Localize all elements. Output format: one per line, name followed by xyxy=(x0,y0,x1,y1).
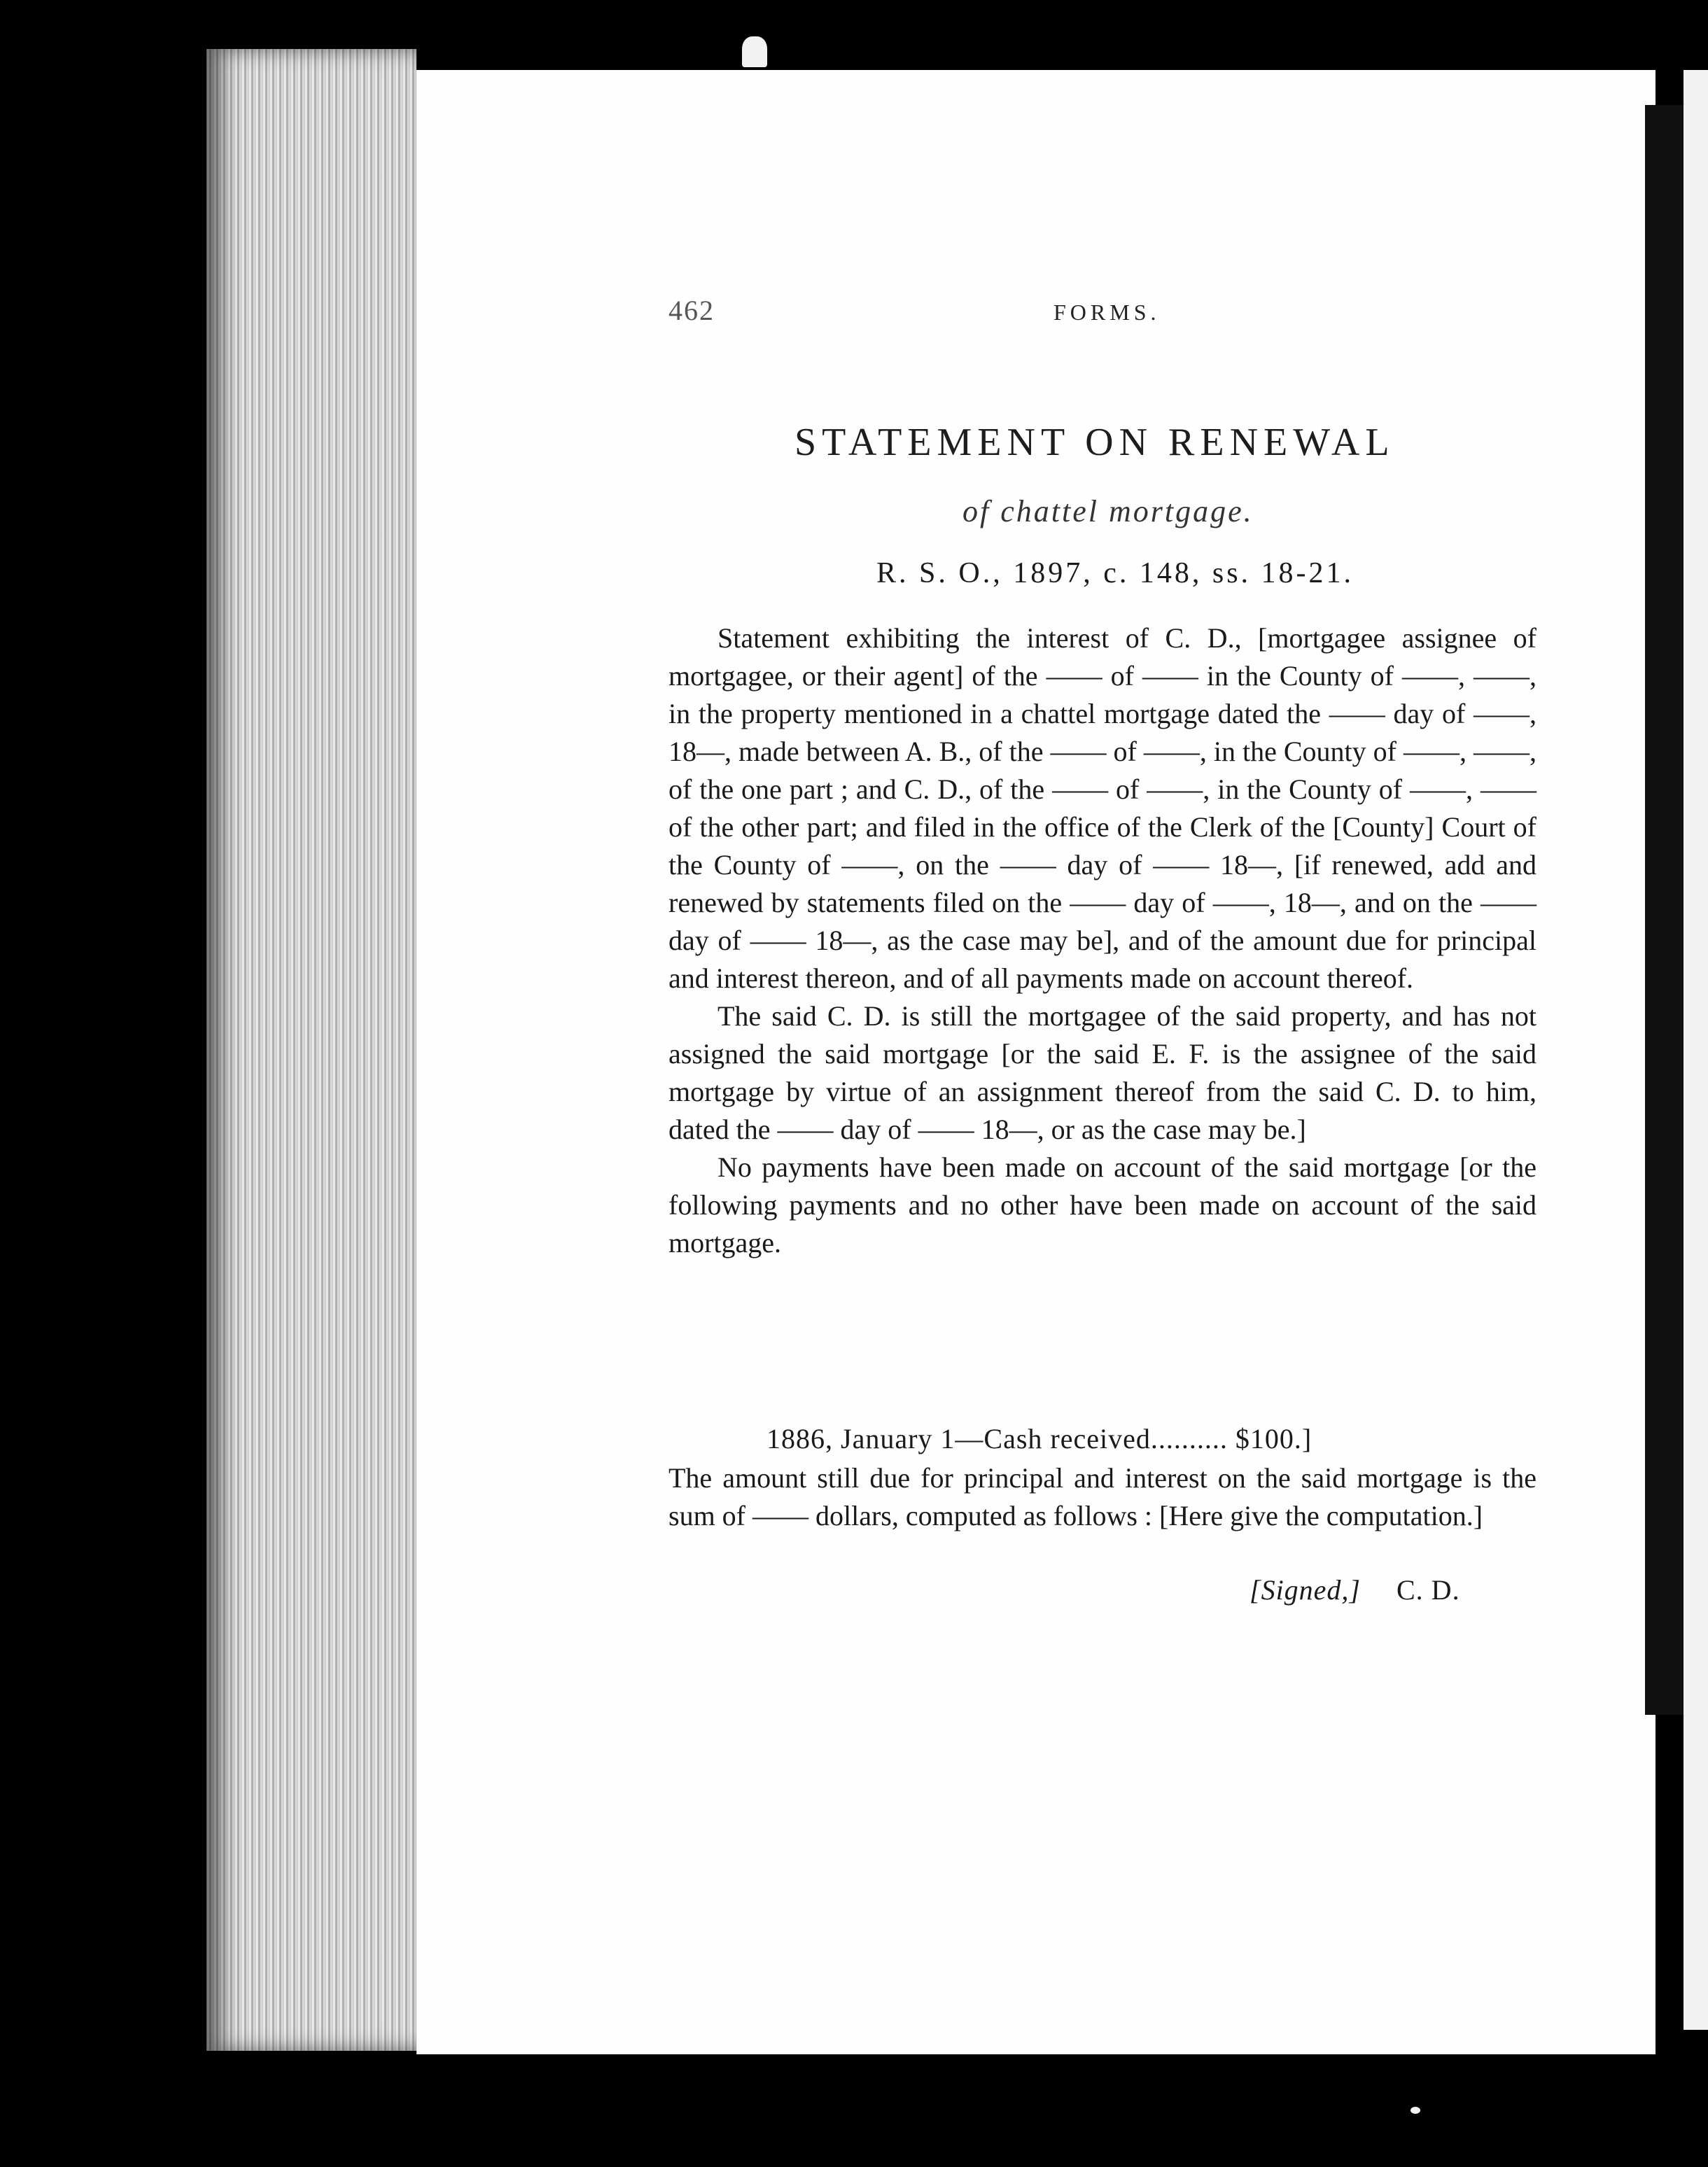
scan-speck xyxy=(1410,2107,1420,2114)
scan-speck xyxy=(742,36,767,67)
form-closing xyxy=(668,1459,1536,1535)
paragraph-statement: Statement exhibiting the interest of C. D., [mortgagee assignee of mortgagee, or their agent] of the —— of —— in the County of ——, ——, in the property mentioned in a chattel mortgage dated the —— day of ——, 18—, made between A. B., of the —— of ——, in the County of ——, ——, of the one part ; and C. D., of the —— of ——, in the County of ——, —— of the other part; and filed in the office of the Clerk of the [County] Court of the County of ——, on the —— day of —— 18—, [if renewed, add and renewed by statements filed on the —— day of ——, 18—, and on the —— day of —— 18—, as the case may be], and of the amount due for principal and interest thereon, and of all payments made on account thereof. xyxy=(668,622,1536,994)
paragraph-payments: No payments have been made on account of the said mortgage [or the following payments and no other have been made on account of the said mortgage. xyxy=(668,1151,1536,1258)
facing-page-edge xyxy=(1684,70,1708,2030)
paragraph-amount-due: The amount still due for principal and interest on the said mortgage is the sum of —— dollars, computed as follows : [Here give the computation.] xyxy=(668,1462,1536,1531)
document-subtitle: of chattel mortgage. xyxy=(962,494,1254,528)
page-number: 462 xyxy=(668,295,715,326)
signatory-name: C. D. xyxy=(1396,1574,1460,1606)
signature-line xyxy=(1250,1573,1460,1606)
statute-citation: R. S. O., 1897, c. 148, ss. 18-21. xyxy=(876,557,1354,589)
page-edge-stack xyxy=(206,49,416,2051)
payment-entry: 1886, January 1—Cash received.......... $100.] xyxy=(766,1423,1312,1454)
form-body xyxy=(668,619,1536,1262)
document-title: STATEMENT ON RENEWAL xyxy=(794,421,1395,464)
paragraph-assignment: The said C. D. is still the mortgagee of the said property, and has not assigned the said mortgage [or the said E. F. is the assignee of the said mortgage by virtue of an assignment thereof from the said C. D. to him, dated the —— day of —— 18—, or as the case may be.] xyxy=(668,1000,1536,1145)
running-head: FORMS. xyxy=(1054,300,1161,325)
gutter-shadow xyxy=(1645,105,1684,1715)
signed-label: [Signed,] xyxy=(1250,1574,1361,1606)
